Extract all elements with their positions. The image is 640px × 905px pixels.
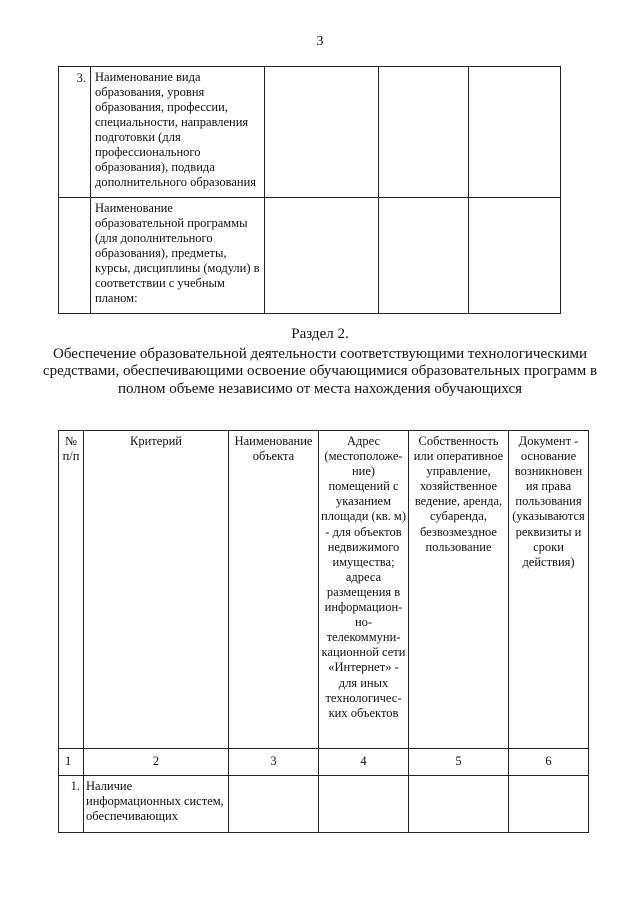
header-row	[59, 431, 589, 749]
row-number: 3.	[59, 67, 91, 198]
empty-cell	[229, 776, 319, 833]
empty-cell	[379, 198, 469, 314]
empty-cell	[319, 776, 409, 833]
row-number	[59, 198, 91, 314]
column-number-row	[59, 749, 589, 776]
column-number: 2	[84, 749, 229, 776]
section-heading	[40, 326, 600, 398]
technology-table	[58, 430, 589, 833]
empty-cell	[469, 67, 561, 198]
page-number: 3	[316, 34, 324, 49]
column-header-ownership: Собственность или оперативное управление, хозяйственное ведение, аренда, субаренда, безвозмездное пользование	[409, 431, 509, 749]
column-header-address: Адрес (местоположе-ние) помещений с указанием площади (кв. м) - для объектов недвижимого имущества; адреса размещения в информацион-но-телекоммуни-кационной сети «Интернет» - для иных технологичес-ких объектов	[319, 431, 409, 749]
row-criterion: Наличие информационных систем, обеспечивающих	[84, 776, 229, 833]
table-row	[59, 67, 561, 198]
column-number: 1	[59, 749, 84, 776]
column-header-number: № п/п	[59, 431, 84, 749]
empty-cell	[265, 198, 379, 314]
empty-cell	[509, 776, 589, 833]
table-row	[59, 776, 589, 833]
column-number: 4	[319, 749, 409, 776]
empty-cell	[265, 67, 379, 198]
row-label: Наименование вида образования, уровня образования, профессии, специальности, направления подготовки (для профессионального образования), подвида дополнительного образования	[91, 67, 265, 198]
row-label: Наименование образовательной программы (для дополнительного образования), предметы, курсы, дисциплины (модули) в соответствии с учебным планом:	[91, 198, 265, 314]
column-header-object: Наименование объекта	[229, 431, 319, 749]
row-number: 1.	[59, 776, 84, 833]
column-number: 3	[229, 749, 319, 776]
section-title: Раздел 2.	[291, 326, 349, 342]
empty-cell	[469, 198, 561, 314]
column-header-document: Документ - основание возникновен ия права пользования (указываются реквизиты и сроки действия)	[509, 431, 589, 749]
section-description: Обеспечение образовательной деятельности соответствующими технологическими средствами, обеспечивающими освоение обучающимися образовательных программ в полном объеме независимо от места нахождения обучающихся	[42, 345, 598, 397]
column-header-criterion: Критерий	[84, 431, 229, 749]
programs-table	[58, 66, 561, 314]
empty-cell	[379, 67, 469, 198]
table-row	[59, 198, 561, 314]
column-number: 6	[509, 749, 589, 776]
column-number: 5	[409, 749, 509, 776]
empty-cell	[409, 776, 509, 833]
